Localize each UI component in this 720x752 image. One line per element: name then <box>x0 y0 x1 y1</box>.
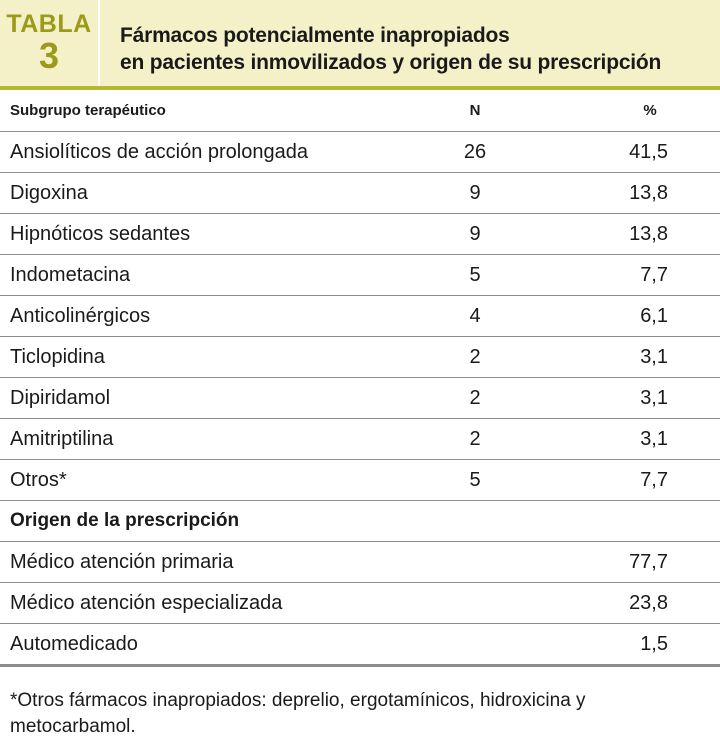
table-row <box>0 624 720 667</box>
origin-name: Médico atención primaria <box>10 550 234 573</box>
drug-count: 2 <box>469 427 481 450</box>
table-row <box>0 583 720 624</box>
drug-name: Anticolinérgicos <box>10 304 151 327</box>
table-row <box>0 132 720 173</box>
table-row <box>0 542 720 583</box>
title-line-1: Fármacos potencialmente inapropiados <box>120 24 510 47</box>
column-header-subgroup: Subgrupo terapéutico <box>10 102 166 119</box>
origin-name: Médico atención especializada <box>10 591 283 614</box>
drug-name: Ansiolíticos de acción prolongada <box>10 140 308 163</box>
drug-percent: 3,1 <box>640 345 668 368</box>
drug-count: 5 <box>469 468 481 491</box>
drug-percent: 3,1 <box>640 427 668 450</box>
title-box <box>100 0 720 86</box>
drug-count: 2 <box>469 345 481 368</box>
column-header-n: N <box>469 102 481 119</box>
table-footnote: *Otros fármacos inapropiados: deprelio, ergotamínicos, hidroxicina y metocarbamol. <box>10 690 586 737</box>
table-row <box>0 419 720 460</box>
origin-name: Automedicado <box>10 632 138 655</box>
table-row <box>0 337 720 378</box>
table-row <box>0 460 720 501</box>
table-row <box>0 214 720 255</box>
drug-name: Amitriptilina <box>10 427 114 450</box>
table-number-badge <box>0 0 98 86</box>
origin-percent: 23,8 <box>629 591 668 614</box>
origin-percent: 1,5 <box>640 632 668 655</box>
table-header <box>0 0 720 90</box>
drug-percent: 7,7 <box>640 263 668 286</box>
tabla-number: 3 <box>38 35 60 76</box>
drug-count: 9 <box>469 222 481 245</box>
drug-percent: 7,7 <box>640 468 668 491</box>
drug-name: Hipnóticos sedantes <box>10 222 191 245</box>
data-table <box>0 90 720 667</box>
table-title <box>120 22 661 76</box>
drug-name: Ticlopidina <box>10 345 105 368</box>
column-header-percent: % <box>643 102 657 119</box>
tabla-label: TABLA <box>6 10 92 38</box>
drug-name: Digoxina <box>10 181 88 204</box>
drug-percent: 3,1 <box>640 386 668 409</box>
drug-count: 2 <box>469 386 481 409</box>
drug-count: 5 <box>469 263 481 286</box>
drug-percent: 13,8 <box>629 222 668 245</box>
drug-name: Dipiridamol <box>10 386 111 409</box>
drug-name: Indometacina <box>10 263 131 286</box>
table-row <box>0 255 720 296</box>
table-row <box>0 173 720 214</box>
drug-percent: 6,1 <box>640 304 668 327</box>
title-line-2: en pacientes inmovilizados y origen de su prescripción <box>120 51 662 74</box>
column-header-row <box>0 90 720 132</box>
drug-count: 4 <box>469 304 481 327</box>
origin-percent: 77,7 <box>629 550 668 573</box>
drug-percent: 13,8 <box>629 181 668 204</box>
drug-percent: 41,5 <box>629 140 668 163</box>
drug-count: 26 <box>463 140 487 163</box>
drug-name: Otros* <box>10 468 67 491</box>
drug-count: 9 <box>469 181 481 204</box>
section-label: Origen de la prescripción <box>10 510 240 531</box>
table-row <box>0 378 720 419</box>
table-row <box>0 296 720 337</box>
section-header-row <box>0 501 720 542</box>
